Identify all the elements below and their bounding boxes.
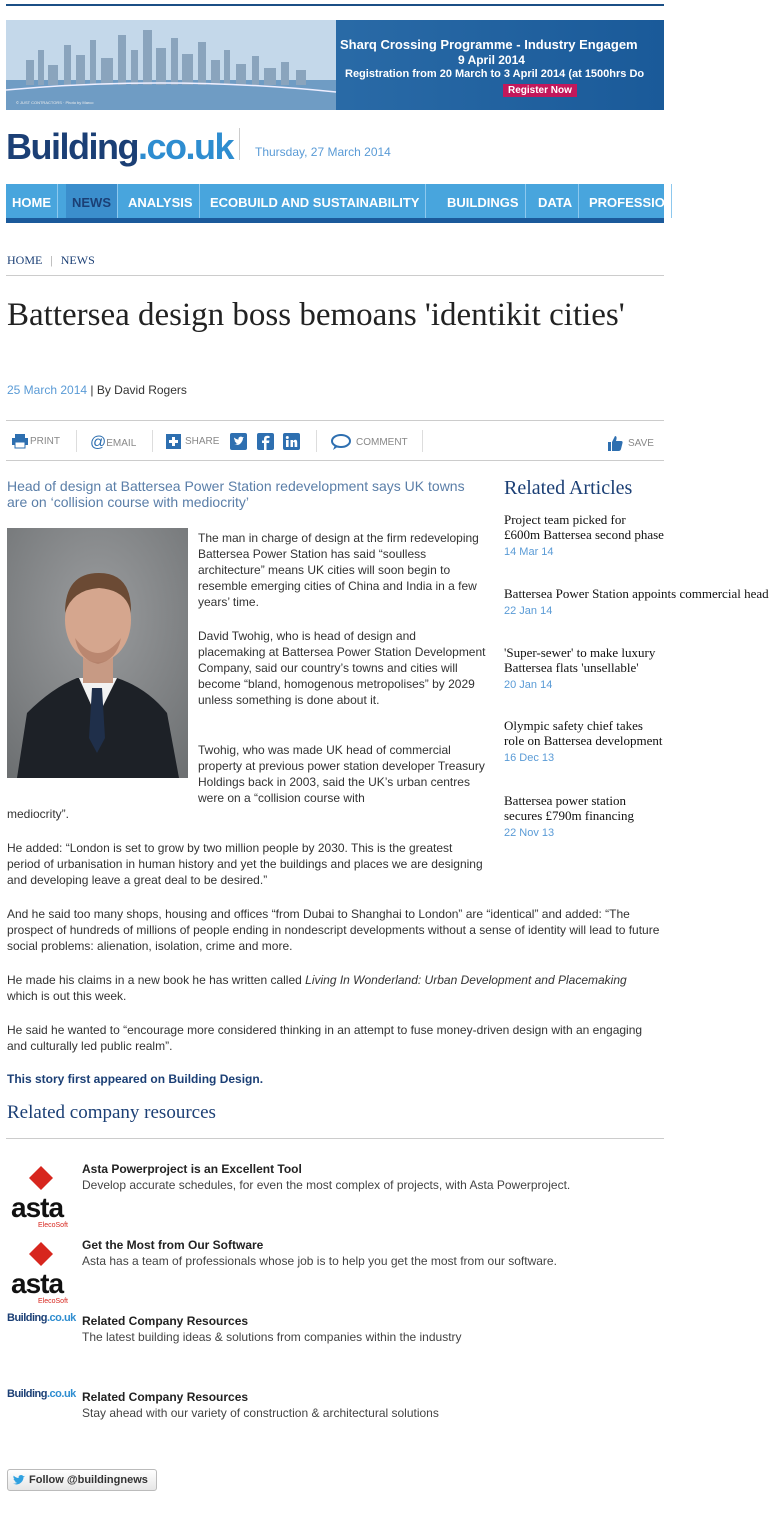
resource-description: The latest building ideas & solutions from companies within the industry bbox=[82, 1330, 462, 1344]
banner-registration: Registration from 20 March to 3 April 2014 (at 1500hrs Do bbox=[345, 68, 645, 80]
toolbar-separator bbox=[422, 430, 423, 452]
city-skyline-image bbox=[6, 20, 336, 110]
related-article-date: 14 Mar 14 bbox=[504, 546, 554, 558]
toolbar-separator bbox=[316, 430, 317, 452]
resource-item[interactable] bbox=[7, 1314, 657, 1384]
resource-description: Asta has a team of professionals whose job is to help you get the most from our software. bbox=[82, 1254, 557, 1268]
toolbar-separator bbox=[76, 430, 77, 452]
ad-banner[interactable] bbox=[6, 20, 664, 110]
related-article[interactable] bbox=[504, 645, 664, 691]
top-rule bbox=[6, 4, 664, 6]
resource-description: Stay ahead with our variety of construction & architectural solutions bbox=[82, 1406, 439, 1420]
company-resources-heading: Related company resources bbox=[7, 1102, 216, 1123]
related-articles-heading: Related Articles bbox=[504, 477, 633, 499]
article-byline bbox=[7, 383, 187, 397]
logo-text-domain: .co.uk bbox=[137, 126, 233, 167]
book-title: Living In Wonderland: Urban Development and Placemaking bbox=[305, 973, 627, 987]
nav-home[interactable]: HOME bbox=[6, 184, 58, 218]
paragraph: The man in charge of design at the firm redeveloping Battersea Power Station has said “soulless architecture” means UK cities will soon begin to resemble emerging cities of China and India in a few years’ time. bbox=[198, 531, 479, 609]
toolbar-top-divider bbox=[6, 420, 664, 421]
breadcrumb-news[interactable]: NEWS bbox=[60, 253, 95, 267]
related-article-title[interactable]: Project team picked for £600m Battersea second phase bbox=[504, 512, 664, 542]
related-article[interactable] bbox=[504, 793, 664, 839]
resource-title[interactable]: Asta Powerproject is an Excellent Tool bbox=[82, 1162, 302, 1176]
article-date: 25 March 2014 bbox=[7, 383, 88, 397]
toolbar-separator bbox=[152, 430, 153, 452]
paragraph bbox=[7, 972, 627, 1004]
email-button[interactable] bbox=[90, 434, 136, 452]
banner-credit: © JUST CONTRACTORS · Photo by Marco bbox=[16, 100, 94, 105]
nav-professional[interactable]: PROFESSIO bbox=[583, 184, 672, 218]
nav-analysis[interactable]: ANALYSIS bbox=[122, 184, 200, 218]
email-label: EMAIL bbox=[106, 437, 137, 449]
save-label: SAVE bbox=[628, 437, 654, 449]
article-author: | By David Rogers bbox=[87, 383, 187, 397]
related-article-date: 22 Nov 13 bbox=[504, 827, 555, 839]
portrait-image bbox=[7, 528, 188, 778]
resource-title[interactable]: Get the Most from Our Software bbox=[82, 1238, 264, 1252]
share-button[interactable] bbox=[166, 434, 219, 449]
article-headline: Battersea design boss bemoans 'identikit cities' bbox=[7, 297, 625, 333]
paragraph: He added: “London is set to grow by two million people by 2030. This is the greatest period of urbanisation in human history and yet the buildings and places we are designing and developing leave a great deal to be desired.” bbox=[7, 841, 483, 887]
toolbar-bottom-divider bbox=[6, 460, 664, 461]
at-icon: @ bbox=[90, 434, 107, 451]
asta-logo-word: asta bbox=[11, 1268, 64, 1299]
banner-title: Sharq Crossing Programme - Industry Engagem bbox=[340, 37, 638, 52]
nav-ecobuild[interactable]: ECOBUILD AND SUSTAINABILITY bbox=[204, 184, 426, 218]
logo-small-part2: .co.uk bbox=[47, 1388, 76, 1400]
nav-data[interactable]: DATA bbox=[532, 184, 579, 218]
resources-divider bbox=[6, 1138, 664, 1139]
nav-news[interactable]: NEWS bbox=[66, 184, 118, 218]
twitter-icon[interactable] bbox=[230, 433, 247, 450]
building-logo-text bbox=[7, 1388, 76, 1400]
related-article[interactable] bbox=[504, 512, 664, 558]
print-button[interactable] bbox=[12, 434, 60, 448]
related-article-date: 16 Dec 13 bbox=[504, 752, 555, 764]
paragraph-text: He made his claims in a new book he has written called bbox=[7, 973, 306, 987]
linkedin-icon[interactable] bbox=[283, 433, 300, 450]
resource-item[interactable] bbox=[7, 1238, 657, 1308]
building-logo[interactable] bbox=[7, 1390, 75, 1458]
breadcrumb-separator: | bbox=[50, 253, 53, 267]
related-article[interactable] bbox=[504, 586, 769, 617]
resource-description: Develop accurate schedules, for even the most complex of projects, with Asta Powerproject. bbox=[82, 1178, 571, 1192]
paragraph-text: which is out this week. bbox=[7, 989, 127, 1003]
asta-logo-sub: ElecoSoft bbox=[38, 1222, 68, 1229]
article-toolbar bbox=[6, 430, 664, 456]
comment-button[interactable] bbox=[330, 434, 408, 450]
main-nav bbox=[6, 184, 664, 223]
asta-logo-sub: ElecoSoft bbox=[38, 1298, 68, 1305]
related-article[interactable] bbox=[504, 718, 664, 764]
plus-icon bbox=[166, 434, 181, 449]
building-logo-text bbox=[7, 1312, 76, 1324]
logo-small-part2: .co.uk bbox=[47, 1312, 76, 1324]
resource-item[interactable] bbox=[7, 1162, 657, 1232]
resource-title[interactable]: Related Company Resources bbox=[82, 1314, 249, 1328]
breadcrumb bbox=[7, 253, 95, 268]
paragraph-continued: mediocrity”. bbox=[7, 807, 70, 821]
breadcrumb-home[interactable]: HOME bbox=[7, 253, 43, 267]
article-standfirst: Head of design at Battersea Power Station redevelopment says UK towns are on ‘collision course with mediocrity’ bbox=[7, 478, 465, 510]
nav-bottom-bar bbox=[6, 218, 664, 223]
banner-date: 9 April 2014 bbox=[458, 53, 525, 67]
facebook-icon[interactable] bbox=[257, 433, 274, 450]
printer-icon bbox=[12, 434, 28, 448]
first-appeared-link[interactable]: This story first appeared on Building Design. bbox=[7, 1072, 264, 1086]
paragraph: David Twohig, who is head of design and placemaking at Battersea Power Station Development Company, said our country’s towns and cities will become “bland, homogenous metropolises” by 2029 unless something is done about it. bbox=[198, 629, 486, 707]
print-label: PRINT bbox=[30, 435, 60, 447]
related-article-title[interactable]: 'Super-sewer' to make luxury Battersea flats 'unsellable' bbox=[504, 645, 656, 675]
nav-buildings[interactable]: BUILDINGS bbox=[441, 184, 526, 218]
share-label: SHARE bbox=[185, 436, 220, 447]
author-photo bbox=[7, 528, 188, 778]
comment-icon bbox=[330, 434, 352, 450]
related-article-title[interactable]: Battersea power station secures £790m financing bbox=[504, 793, 634, 823]
resource-title[interactable]: Related Company Resources bbox=[82, 1390, 249, 1404]
related-article-date: 20 Jan 14 bbox=[504, 679, 553, 691]
save-button[interactable] bbox=[606, 434, 654, 452]
register-now-button[interactable]: Register Now bbox=[503, 84, 577, 97]
comment-label: COMMENT bbox=[356, 436, 408, 448]
resource-item[interactable] bbox=[7, 1390, 657, 1460]
twitter-follow-button[interactable] bbox=[7, 1469, 157, 1491]
asta-logo[interactable] bbox=[7, 1162, 75, 1230]
current-date: Thursday, 27 March 2014 bbox=[255, 145, 391, 159]
logo-small-part1: Building bbox=[7, 1388, 47, 1400]
logo-small-part1: Building bbox=[7, 1312, 47, 1324]
paragraph: He said he wanted to “encourage more considered thinking in an attempt to fuse money-driven design with an engaging and culturally led public realm”. bbox=[7, 1023, 643, 1053]
related-article-date: 22 Jan 14 bbox=[504, 605, 553, 617]
asta-logo-word: asta bbox=[11, 1192, 64, 1223]
building-logo[interactable] bbox=[7, 1314, 75, 1382]
follow-label: Follow @buildingnews bbox=[29, 1474, 148, 1486]
asta-logo[interactable] bbox=[7, 1238, 75, 1306]
breadcrumb-divider bbox=[6, 275, 664, 276]
logo-text-building: Building bbox=[6, 126, 138, 167]
logo-divider bbox=[239, 128, 240, 160]
related-article-title[interactable]: Battersea Power Station appoints commercial head bbox=[504, 586, 769, 601]
site-logo[interactable] bbox=[6, 127, 233, 167]
related-article-title[interactable]: Olympic safety chief takes role on Battersea development bbox=[504, 718, 663, 748]
twitter-bird-icon bbox=[12, 1474, 26, 1486]
paragraph: Twohig, who was made UK head of commercial property at previous power station developer Treasury Holdings back in 2003, said the UK’s urban centres were on a “collision course with bbox=[198, 743, 485, 805]
paragraph: And he said too many shops, housing and offices “from Dubai to Shanghai to London” are “identical” and added: “The prospect of hundreds of millions of people ending in nondescript developments without a sense of identity will lead to future social problems: alienation, isolation, crime and more. bbox=[7, 907, 660, 953]
thumb-icon bbox=[606, 434, 624, 452]
